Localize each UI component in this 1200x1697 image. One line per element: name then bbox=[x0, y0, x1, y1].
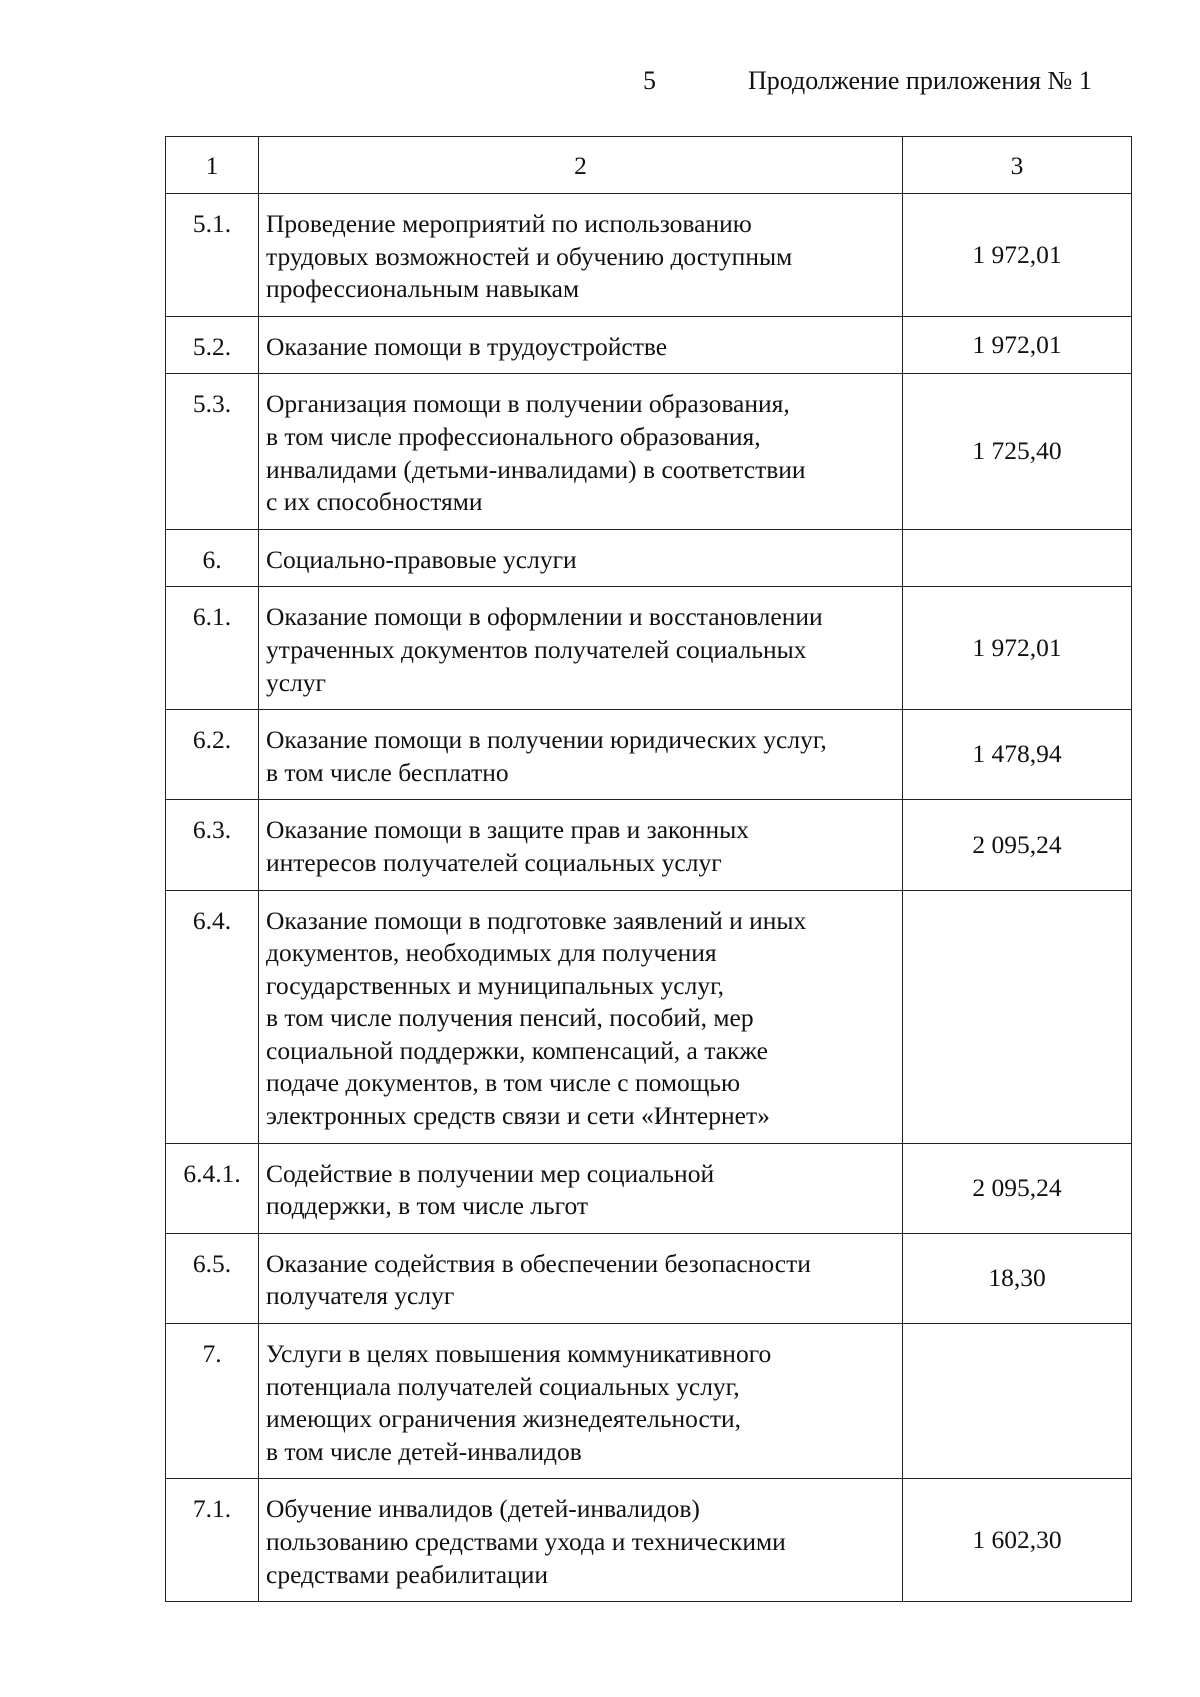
description-line: профессиональным навыкам bbox=[266, 274, 580, 304]
service-price: 1 972,01 bbox=[903, 316, 1132, 374]
row-number: 6.3. bbox=[166, 800, 259, 890]
service-description bbox=[259, 1233, 903, 1323]
service-description bbox=[259, 529, 903, 587]
row-number: 7.1. bbox=[166, 1479, 259, 1602]
description-line: Оказание помощи в получении юридических услуг, bbox=[266, 725, 827, 755]
description-line: в том числе детей-инвалидов bbox=[266, 1436, 582, 1466]
description-line: потенциала получателей социальных услуг, bbox=[266, 1371, 740, 1401]
description-line: Услуги в целях повышения коммуникативного bbox=[266, 1339, 772, 1369]
column-header-number: 1 bbox=[166, 137, 259, 194]
service-price: 1 478,94 bbox=[903, 710, 1132, 800]
description-line: Оказание помощи в защите прав и законных bbox=[266, 815, 750, 845]
row-number: 6.4.1. bbox=[166, 1143, 259, 1233]
service-description bbox=[259, 1324, 903, 1479]
table-row bbox=[166, 194, 1132, 317]
service-price: 1 602,30 bbox=[903, 1479, 1132, 1602]
table-row bbox=[166, 710, 1132, 800]
table-row bbox=[166, 374, 1132, 529]
table-row bbox=[166, 316, 1132, 374]
table-row bbox=[166, 529, 1132, 587]
description-line: средствами реабилитации bbox=[266, 1559, 549, 1589]
description-line: пользованию средствами ухода и техническими bbox=[266, 1527, 786, 1556]
description-line: инвалидами (детьми-инвалидами) в соответствии bbox=[266, 454, 806, 484]
description-line: Содействие в получении мер социальной bbox=[266, 1158, 715, 1188]
description-line: трудовых возможностей и обучению доступным bbox=[266, 241, 793, 271]
service-price: 2 095,24 bbox=[903, 800, 1132, 890]
description-line: Оказание помощи в подготовке заявлений и иных bbox=[266, 905, 807, 935]
description-line: Оказание помощи в оформлении и восстановлении bbox=[266, 602, 823, 632]
row-number: 6.1. bbox=[166, 587, 259, 710]
description-line: в том числе бесплатно bbox=[266, 757, 509, 787]
row-number: 6.2. bbox=[166, 710, 259, 800]
table-row bbox=[166, 800, 1132, 890]
description-line: поддержки, в том числе льгот bbox=[266, 1191, 589, 1221]
description-line: подаче документов, в том числе с помощью bbox=[266, 1068, 741, 1098]
description-line: получателя услуг bbox=[266, 1281, 455, 1311]
service-description bbox=[259, 374, 903, 529]
row-number: 7. bbox=[166, 1324, 259, 1479]
row-number: 5.2. bbox=[166, 316, 259, 374]
description-line: электронных средств связи и сети «Интернет» bbox=[266, 1101, 770, 1131]
description-line: Организация помощи в получении образования, bbox=[266, 389, 790, 419]
row-number: 6.5. bbox=[166, 1233, 259, 1323]
description-line: имеющих ограничения жизнедеятельности, bbox=[266, 1404, 741, 1434]
services-price-table bbox=[165, 136, 1132, 1602]
service-description bbox=[259, 587, 903, 710]
row-number: 6.4. bbox=[166, 890, 259, 1143]
service-description bbox=[259, 1143, 903, 1233]
service-price: 2 095,24 bbox=[903, 1143, 1132, 1233]
table-row bbox=[166, 1324, 1132, 1479]
service-price: 1 725,40 bbox=[903, 374, 1132, 529]
row-number: 6. bbox=[166, 529, 259, 587]
service-price bbox=[903, 890, 1132, 1143]
description-line: с их способностями bbox=[266, 487, 483, 517]
table-row bbox=[166, 1143, 1132, 1233]
table-row bbox=[166, 1233, 1132, 1323]
table-row bbox=[166, 1479, 1132, 1602]
description-line: документов, необходимых для получения bbox=[266, 938, 717, 968]
description-line: интересов получателей социальных услуг bbox=[266, 847, 722, 877]
continuation-title: Продолжение приложения № 1 bbox=[748, 66, 1092, 95]
service-price: 1 972,01 bbox=[903, 194, 1132, 317]
description-line: в том числе получения пенсий, пособий, мер bbox=[266, 1003, 754, 1033]
description-line: Обучение инвалидов (детей-инвалидов) bbox=[266, 1494, 700, 1524]
description-line: государственных и муниципальных услуг, bbox=[266, 970, 725, 1000]
column-header-service: 2 bbox=[259, 137, 903, 194]
service-description bbox=[259, 316, 903, 374]
description-line: услуг bbox=[266, 667, 327, 697]
table-row bbox=[166, 587, 1132, 710]
service-price: 18,30 bbox=[903, 1233, 1132, 1323]
description-line: утраченных документов получателей социальных bbox=[266, 634, 807, 664]
page-number: 5 bbox=[643, 66, 656, 95]
description-line: Проведение мероприятий по использованию bbox=[266, 209, 752, 238]
description-line: Социально-правовые услуги bbox=[266, 544, 577, 574]
service-description bbox=[259, 710, 903, 800]
service-price bbox=[903, 1324, 1132, 1479]
row-number: 5.1. bbox=[166, 194, 259, 317]
service-description bbox=[259, 800, 903, 890]
service-description bbox=[259, 890, 903, 1143]
service-price: 1 972,01 bbox=[903, 587, 1132, 710]
column-header-price: 3 bbox=[903, 137, 1132, 194]
description-line: в том числе профессионального образования, bbox=[266, 421, 761, 451]
description-line: Оказание помощи в трудоустройстве bbox=[266, 331, 668, 361]
service-description bbox=[259, 194, 903, 317]
table-row bbox=[166, 890, 1132, 1143]
row-number: 5.3. bbox=[166, 374, 259, 529]
service-description bbox=[259, 1479, 903, 1602]
description-line: социальной поддержки, компенсаций, а также bbox=[266, 1035, 768, 1065]
service-price bbox=[903, 529, 1132, 587]
description-line: Оказание содействия в обеспечении безопасности bbox=[266, 1248, 811, 1278]
table-header-row bbox=[166, 137, 1132, 194]
